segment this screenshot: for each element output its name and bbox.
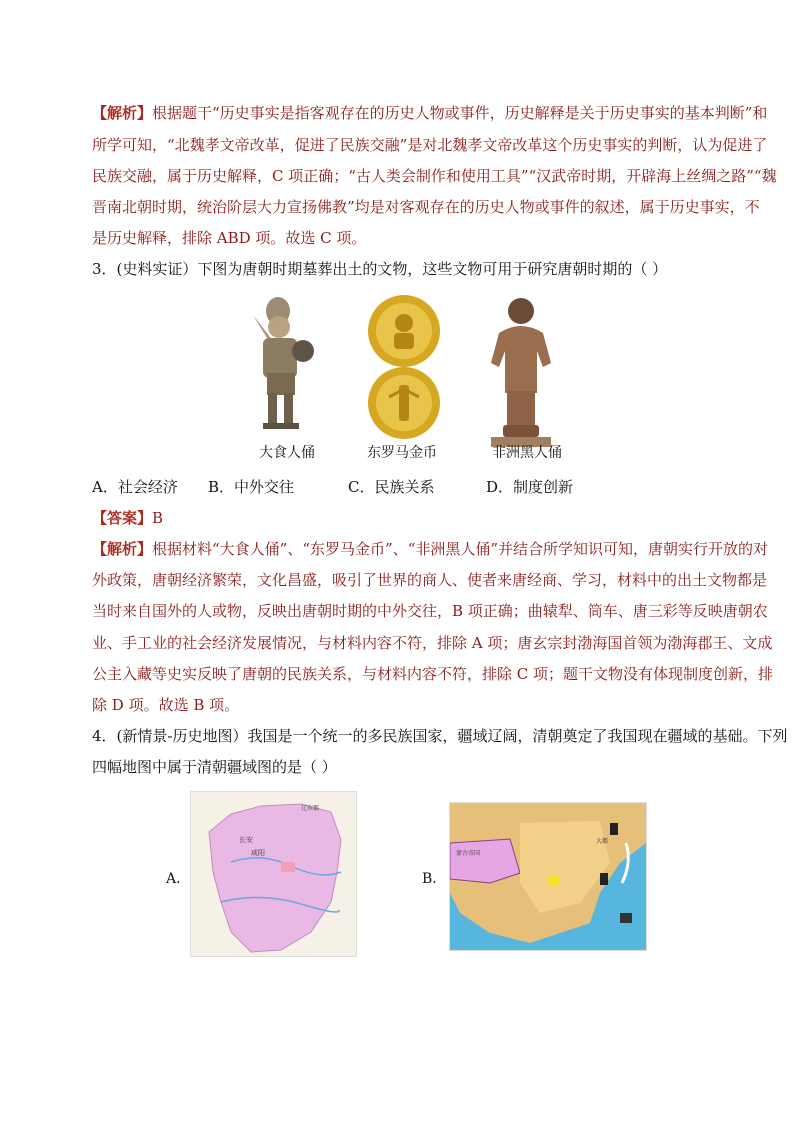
dashi-figurine-image bbox=[253, 297, 314, 429]
caption-roman-coin: 东罗马金币 bbox=[367, 445, 437, 461]
map-b-label-mongol: 蒙古帝国 bbox=[456, 850, 481, 857]
gold-coin-images bbox=[368, 295, 440, 439]
question-4-stem-line-2: 四幅地图中属于清朝疆域图的是（ ） bbox=[92, 758, 337, 776]
analysis-tag: 【解析】 bbox=[92, 540, 153, 558]
analysis-q3-line-2: 外政策，唐朝经济繁荣，文化昌盛，吸引了世界的商人、使者来唐经商、学习，材料中的出土文物都是 bbox=[92, 571, 768, 589]
option-a[interactable]: A．社会经济 bbox=[92, 478, 178, 496]
analysis-tag: 【解析】 bbox=[92, 104, 153, 122]
analysis-q3-line-4: 业、手工业的社会经济发展情况，与材料内容不符，排除 A 项；唐玄宗封渤海国首领为渤海郡王、文成 bbox=[92, 634, 773, 652]
artifacts-figure bbox=[233, 293, 578, 463]
map-a-image bbox=[191, 792, 356, 956]
map-b-label-dadu: 大都 bbox=[596, 838, 609, 845]
map-option-a[interactable] bbox=[190, 791, 357, 957]
analysis-q3-line-6: 除 D 项。故选 B 项。 bbox=[92, 696, 240, 714]
artifacts-illustration bbox=[233, 293, 578, 463]
analysis-q2-line-1: 【解析】根据题干“历史事实是指客观存在的历史人物或事件，历史解释是关于历史事实的基本判断”和 bbox=[92, 104, 768, 122]
answer-value: B bbox=[152, 509, 164, 527]
analysis-q3-line-1: 【解析】根据材料“大食人俑”、“东罗马金币”、“非洲黑人俑”并结合所学知识可知，唐朝实行开放的对 bbox=[92, 540, 769, 558]
map-a-label-liaodong: 辽东郡 bbox=[301, 805, 320, 812]
map-option-a-label[interactable]: A． bbox=[166, 871, 191, 887]
option-b[interactable]: B．中外交往 bbox=[208, 478, 295, 496]
analysis-q2-line-5: 是历史解释，排除 ABD 项。故选 C 项。 bbox=[92, 229, 367, 247]
african-figurine-image bbox=[491, 298, 551, 447]
map-b-image bbox=[450, 803, 646, 950]
question-4-stem-line-1: 4．(新情景-历史地图）我国是一个统一的多民族国家，疆域辽阔，清朝奠定了我国现在疆域的基础。下列 bbox=[92, 727, 788, 745]
answer-tag: 【答案】 bbox=[92, 509, 153, 527]
analysis-q2-line-4: 晋南北朝时期，统治阶层大力宣扬佛教”均是对客观存在的历史人物或事件的叙述，属于历史事实，不 bbox=[92, 198, 760, 216]
question-3-stem: 3．(史料实证）下图为唐朝时期墓葬出土的文物，这些文物可用于研究唐朝时期的（ ） bbox=[92, 260, 668, 278]
option-c[interactable]: C．民族关系 bbox=[348, 478, 435, 496]
option-d[interactable]: D．制度创新 bbox=[486, 478, 574, 496]
analysis-q3-line-5: 公主入藏等史实反映了唐朝的民族关系，与材料内容不符，排除 C 项；题干文物没有体现制度创新，排 bbox=[92, 665, 774, 683]
caption-dashi-figurine: 大食人俑 bbox=[259, 445, 315, 461]
caption-african-figurine: 非洲黑人俑 bbox=[492, 445, 562, 461]
analysis-q3-line-3: 当时来自国外的人或物，反映出唐朝时期的中外交往，B 项正确；曲辕犁、筒车、唐三彩等反映唐朝农 bbox=[92, 602, 768, 620]
analysis-q2-line-3: 民族交融，属于历史解释，C 项正确；“古人类会制作和使用工具”“汉武帝时期，开辟海上丝绸之路”“魏 bbox=[92, 167, 777, 185]
analysis-q2-line-2: 所学可知，“北魏孝文帝改革，促进了民族交融”是对北魏孝文帝改革这个历史事实的判断，认为促进了 bbox=[92, 136, 768, 154]
answer-q3 bbox=[92, 508, 163, 528]
map-option-b[interactable] bbox=[449, 802, 647, 951]
map-a-label-changan: 长安 bbox=[239, 836, 253, 844]
map-option-b-label[interactable]: B． bbox=[422, 871, 447, 887]
map-a-label-xianyang: 咸阳 bbox=[251, 849, 265, 857]
